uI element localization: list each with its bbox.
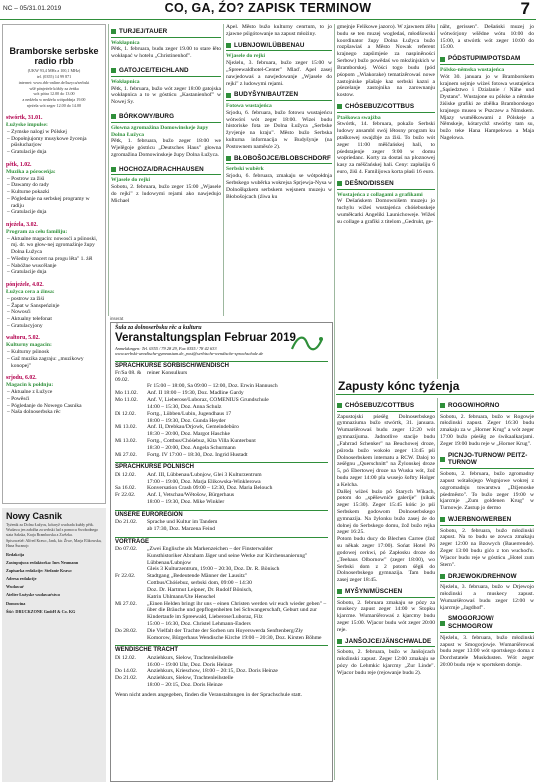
impressum-text-1: Tyźenik za Dolnu Łužycu, kótaryž wuchada kuždy pětk. Wudawa jen załožba za serbski lud z pomocu Swobodnego stata Sakska, Kraja Bramborska a Zwězka.: [6, 523, 99, 537]
schedule-text: Kunsthistoriker Abraham Jäger und seine Werke zur Kirchensanierung" Lübbenau/Lubnjow: [147, 552, 308, 566]
schedule-text: Stadtgang „Bedeutende Männer der Lausitz": [147, 573, 248, 580]
square-bullet-icon: [337, 181, 342, 186]
radio-item: – Aktualne z Łužyce: [7, 389, 53, 396]
article-text: Srjodu, 6. februara, zmakaju se wótpołdnja Serbskego wuběrka wokrejsa Sprjewja-Nysa w Dolnošłązkem serbskem wejsnem muzeju w Błobošojcach (źiwa ku: [226, 173, 332, 200]
schedule-row: [115, 628, 328, 642]
schedule-row: [115, 587, 328, 594]
page-number: 7: [520, 0, 530, 18]
square-bullet-icon: [440, 517, 445, 522]
section-heading: [440, 573, 534, 583]
schedule-row: [115, 404, 328, 411]
section-heading-borkowy: BÓRKOWY/BURG: [111, 113, 221, 123]
impressum-sections: [6, 552, 102, 614]
radio-title: Bramborske serbske radio rbb: [9, 46, 99, 66]
section-heading-label: MYŠYN/MÜSCHEN: [345, 587, 403, 595]
square-bullet-icon: [440, 621, 445, 626]
schedule-text: Konversation Crash 09:00 – 12:30, Doz. Maria Belouch: [147, 485, 273, 492]
square-bullet-icon: [111, 114, 116, 119]
schedule-text: Fortg., Lübben/Lubin, Jugendhaus 17: [147, 410, 232, 417]
schedule-text: Gleis 3 Kulturzentrum, 19:00 – 20:30, Doz. Dr. R. Bönisch: [147, 566, 280, 573]
schedule-text: „Zwei Englische als Markenzeichen – der Finsterwalder: [147, 546, 273, 553]
schedule-section-title: VORTRÄGE: [115, 537, 328, 546]
schedule-text: Fortg. IV 17:00 – 18:30, Doz. Ingrid Hustadt: [147, 451, 248, 458]
schedule-text: Cottbus/Chóśebuz, serbski dom, 09:00 – 14:30: [147, 580, 252, 587]
radio-item: – Kulturny pśinosk: [7, 349, 50, 356]
schedule-text: Sprache und Kultur im Tandem: [147, 519, 218, 526]
section-heading-label: ROGOW/HORNO: [448, 402, 500, 409]
article-text: Wót 30. januara jo w Bramborskem krajnem sejmje wiżeś fotowa wustajeńca „Sąsiedztwo i Dzialanie / Nähe und Dystans". Wustajone su pólske a němske žiśiske grafiki ze zbělka Bramborskego krajnego musea w Pszczew a Nimskem. Mjazy wuměłkowami z Pólskeje a Němskeje, kótarychž stwórby tam su, bužo teke Hana Hampelowa a Maja Nagelowa.: [440, 73, 534, 142]
square-bullet-icon: [226, 43, 231, 48]
article-text: gmejnje Felikowe jazoro). W zjawnem źělu budu se ten muzej wogledaś, młodšowski koordinator župy Dolna Łužyca bužo rozpšawiaś a Město Nowak referent krajnego zapśimjeśe za naspiněności Serbow) bužo powědaś wo młoźinjskich w Bramborskej. Wóści togo budu (pód pśopom „Wiakorake) tematizěrowaś nowe zastojniske pšašaje kaz serbski kazni a pśezelanje zastojnika na zarownanju kostow.: [337, 24, 435, 99]
page-title: CO, GA, ŹO? ZAPISK TERMINOW: [164, 1, 372, 15]
column-divider: [108, 24, 109, 316]
article-text: Njeźelu, 3. februara, bužo młoźinski zapust w Smogorjowje. Wumarśěrowaś budu zeger 13:00 wót sportskego doma z Dorchstatele Muskdusten. Wót zeger 20:00 budu reje w sportskem domje.: [440, 634, 534, 669]
radio-item: – Pógledanje na serbskej programy w radiju: [7, 195, 90, 209]
schedule-row: [115, 452, 328, 459]
impressum-section: Domowina: [6, 600, 26, 606]
schedule-date: [115, 621, 147, 628]
schedule-date: [115, 553, 147, 567]
square-bullet-icon: [226, 156, 231, 161]
article-text: Zapustojski pśeśěg Dolnoserbskego gymnaziuma bužo stwórtk, 31. januara. Wumarśěrowaś budu zeger 12:20 wót gymnazijuma. Jadnotlive stacije budu „Fahrrad Schenker" na Beuchowej droze, pśiroda bužo wokoło zeger 13:45 pśi Dolnoserbskem internatu a RCW. Daloj to ześěgnu „Querschnitt" na Žylonskej droze 5, pó Ebertowej droze na Wuska wót, žož budu zeger 14:00 pla wusejo šoftry Holger a Kelcha.: [337, 413, 435, 488]
schedule-text: 15:00 – 16:30, Doz. Christel Lehmann-Enders: [147, 620, 251, 627]
square-bullet-icon: [337, 104, 342, 109]
schedule-text: „Einen Helden bringt ihr uns – einen Christen werden wir euch wieder geben" – über die Bräuche und gepflogenheiten bei Schwangerschaft, Geburt und zur Kindertaufe im Spreewald, Lieberose/Luboraz, Filz: [147, 600, 327, 621]
radio-day-subtitle: Łužyca cera a źinsa:: [6, 289, 55, 296]
column-divider: [334, 24, 335, 780]
schedule-text: Anf. II, Drebkau/Drjowk, Gemeindebüro: [147, 424, 239, 431]
schedule-text: Die Vielfalt der Trachte der Sorben um Hoyerswerda Senftenberg/Zły Komorow, Bürgerhaus Wendische Kirche 19:00 – 20:30, Doz. Kirsten Böhme: [147, 627, 322, 641]
radio-item: – Zymske nalogi w Pólskej: [7, 129, 67, 135]
subhead: Wjasele do rejki: [111, 177, 151, 184]
schedule-row: [115, 594, 328, 601]
nowy-casnik-impressum: [2, 508, 106, 782]
subhead: Fotowa wustajeńca: [226, 103, 272, 110]
schedule-date: [115, 580, 147, 587]
impressum-section: Zapisarka redakcije: Stefanie Krawc: [6, 568, 73, 574]
subhead: Wokłapnica: [111, 39, 140, 46]
schedule-date: [115, 418, 147, 425]
square-bullet-icon: [337, 639, 342, 644]
schedule-date: [115, 445, 147, 452]
article-text: Sobotu, 2. februara zmakaju se pózy za muskecy zapust zeger 14:00 w Stopku kjarcme. Wumarśěrowaś z kjarcmy budu zeger 15:00. Wjacor budu wót zeger 20:00 reje.: [337, 599, 435, 633]
schedule-row: [115, 655, 328, 662]
square-bullet-icon: [440, 57, 445, 62]
impressum-section: Wudawaŕ: [6, 584, 24, 590]
square-bullet-icon: [440, 457, 445, 462]
zapusty-column-b: [440, 398, 534, 780]
article-text: näht, gerissen". Dešański muzej jo wótwórjony wšědne wótu 10:00 do 15:00, a stwórtk wót zeger 10:00 do 15:00.: [440, 24, 534, 51]
schedule-title: Veranstaltungsplan Februar 2019: [115, 332, 296, 345]
square-bullet-icon: [226, 93, 231, 98]
radio-item: – Powěsći: [7, 395, 30, 402]
section-heading-label: WJERBNO/WERBEN: [448, 515, 512, 523]
radio-item: – Gratulacije dnja: [7, 149, 47, 156]
schedule-row: [115, 472, 328, 479]
schedule-date: [115, 431, 147, 438]
radio-day-subtitle: Muzika a póroceńja:: [6, 168, 56, 175]
article-text: Pětk, 1. februara, bužo wót zeger 18:00 gatojska wokłapnica a to w góstńcu „Kastanienhof" w Nowej Sy.: [111, 85, 221, 106]
page-header: [0, 0, 536, 20]
schedule-sections: [115, 361, 328, 689]
schedule-date: Fr/Sa 08. & 09.02.: [115, 369, 142, 383]
radio-program-box: [2, 24, 106, 504]
article-text: Pětk, 1. februara, budu zeger 19.00 to stare łěto wokłapać w hotelu „Christinenhof".: [111, 46, 221, 60]
radio-item: – Pógledanje do Nowego Casnika: [7, 402, 82, 409]
article-text: Njeźelu, 3. februara, bužo w Drjewojo młoźinski a muskecy zapust. Wumarśěrowaś budu zeger 12:00 w kjarcmje „Jagdhof".: [440, 584, 534, 611]
schedule-text: Anf. II 18:00 – 19:30, Doz. Madline Gardy: [147, 390, 244, 397]
radio-item: – Dawamy do rady: [7, 182, 50, 189]
impressum-section: Atelier Łużyske wudawaŕstwo: [6, 592, 61, 598]
radio-item: – postrow za žiśi: [7, 295, 45, 302]
section-heading: [337, 638, 435, 648]
radio-item: – Aktualne magacin: nowosći a pśinoski, mj. dr. wo głow-nej zgromaźinje župy Dolna Łužyca: [7, 235, 98, 256]
snake-logo-icon: [290, 331, 324, 355]
radio-item: – Gratulacije dnja: [7, 269, 47, 276]
schedule-date: Mi 13.02.: [115, 424, 137, 431]
schedule-text: Fortg., Cottbus/Chóśebuz, Kita Villa Kunterbunt: [147, 437, 256, 444]
radio-day: stwórtk, 31.01.: [6, 115, 43, 122]
section-heading-chosebuz: CHÓSEBUZ/COTTBUS: [337, 103, 435, 113]
schedule-row: [115, 553, 328, 567]
impressum-text-2: Spisowaśeł: Alfred Krawc, Jank, ktr. Źiwe, Marja Elikowska, Hana Šuranojc: [6, 539, 102, 549]
schedule-date: [115, 404, 147, 411]
subhead: Ptaškowa swajźba: [337, 114, 381, 121]
schedule-date: Mo 11.02.: [115, 390, 138, 397]
column-divider: [437, 398, 438, 780]
schedule-row: [115, 424, 328, 431]
section-heading-label: CHÓSEBUZ/COTTBUS: [345, 402, 415, 409]
schedule-text: Doz. Dr. Hartmut Leipner, Dr. Rudolf Bönisch,: [147, 586, 253, 593]
schedule-footer: Wenn nicht anders angegeben, finden die Veranstaltungen in der Sprachschule statt.: [115, 691, 303, 698]
radio-day: pětk, 1.02.: [6, 161, 32, 168]
schedule-row: [115, 621, 328, 628]
schedule-text: Fr 15:00 – 18:00, Sa 09:00 – 12:00, Doz. Erwin Hannusch: [147, 383, 278, 390]
radio-day: srjodu, 6.02.: [6, 375, 37, 382]
square-bullet-icon: [111, 68, 116, 73]
column-5: [440, 24, 534, 378]
radio-item: – Gratulacyjony: [7, 322, 43, 329]
schedule-date: [115, 499, 147, 506]
schedule-text: Anziehkurs, Sielow, Trachtenleihstelle: [147, 675, 234, 682]
radio-item: – Gaž muzika zagraju: „muzikowy konopej": [7, 355, 84, 369]
schedule-text: Anziehkurs, Krieschow, 18:00 – 20:15, Doz. Doris Heinze: [147, 668, 278, 675]
issue-label: NC – 05/31.01.2019: [3, 5, 62, 12]
square-bullet-icon: [337, 589, 342, 594]
schedule-date: [115, 479, 147, 486]
section-heading-label: SMOGORJOW/ SCHMOGROW: [448, 615, 494, 631]
radio-item: – Aktualny telefonat: [7, 315, 52, 322]
section-heading-label: JANŠOJCE/JÄNSCHWALDE: [345, 637, 432, 645]
schedule-date: Mo 11.02.: [115, 397, 138, 404]
article-text: Srjodu, 6. februara, bužo fotowu wustajeńcu wótwórś wót zeger 18:00. Wizei budu historiske fota ze Dolna Łužyca „Serbske žyvjenje na kraju". Město bužo Serbska kulturna informacija w Budyšynje (na Postownem naměsće 2).: [226, 109, 332, 150]
schedule-date: Fr 22.02.: [115, 573, 136, 580]
section-heading-label: PICNJO-TURNOW/ PEITZ-TURNOW: [448, 451, 528, 467]
square-bullet-icon: [337, 403, 342, 408]
column-divider: [223, 24, 224, 316]
radio-item: – Žapat w Sanspeńzinje: [7, 302, 60, 309]
schedule-row: [115, 573, 328, 580]
section-heading-podstupim: PÓDSTUPIM/POTSDAM: [440, 55, 534, 65]
schedule-date: Do 21.02.: [115, 519, 138, 526]
schedule-date: Fr 22.02.: [115, 492, 136, 499]
radio-info-line: wót pótra 12.00 do 13.00: [33, 91, 75, 97]
schedule-date: Mi 27.02.: [115, 600, 137, 607]
schedule-date: Di 12.02.: [115, 410, 136, 417]
schedule-row: [115, 519, 328, 526]
schedule-text: Anf. III, Lübbenau/Lubnjow, Glei 3 Kulturzentrum: [147, 471, 262, 478]
schedule-row: [115, 438, 328, 445]
section-heading-lubnjow: LUBNJOW/LÜBBENAU: [226, 42, 332, 52]
radio-info-line: wšě pónjeźele kóždy za źeńka: [29, 85, 79, 91]
schedule-text: 18:30 – 20:00, Doz. Angela Schurmann: [147, 444, 236, 451]
schedule-date: Do 28.02.: [115, 627, 138, 634]
section-heading: [440, 516, 534, 526]
schedule-text: 18:00 – 19:30, Doz. Gunda Heyder: [147, 417, 226, 424]
article-text: Apel. Město bužo kulturny cenrtum, to jo zjawne pśigótowanje na zapust młożiny.: [226, 24, 332, 37]
schedule-text: ab 17:30, Doz. Marzena Feind: [147, 525, 216, 532]
schedule-row: [115, 580, 328, 587]
column-3: [226, 24, 332, 316]
radio-day: wałtoru, 5.02.: [6, 335, 40, 342]
radio-info-line: (UKW 93,4 MHz a 100,1 MHz): [27, 67, 81, 73]
schedule-section-title: WENDISCHE TRACHT: [115, 645, 328, 654]
section-heading: [337, 588, 435, 598]
schedule-row: [115, 526, 328, 533]
radio-item: – Dopołnjujomy musykowe žycenja pśisłucharjow: [7, 135, 87, 149]
schedule-date: Do 14.02.: [115, 668, 138, 675]
square-bullet-icon: [440, 574, 445, 579]
radio-info-line: njeźela wót zeger 12.00 do 14.00: [26, 103, 82, 109]
schedule-row: [115, 499, 328, 506]
radio-day-subtitle: Magacin k połdnju:: [6, 382, 54, 389]
schedule-text: Anziehkurs, Sielow, Trachtenleihstelle: [147, 654, 234, 661]
schedule-date: [115, 526, 147, 533]
section-heading: [337, 402, 435, 412]
schedule-row: [115, 682, 328, 689]
schedule-row: [115, 675, 328, 682]
radio-day-subtitle: Łužyske impulse:: [6, 122, 48, 129]
radio-info-line: internet: www.rbb-online.de/luzyca/serbski: [18, 79, 90, 85]
radio-item: – Nowosći: [7, 309, 31, 316]
schedule-text: Katrin Uhlmann/Ute Henschel: [147, 593, 216, 600]
schedule-date: [115, 662, 147, 669]
radio-day: pónjeźele, 4.02.: [6, 282, 44, 288]
schedule-section-title: SPRACHKURSE SORBISCH/WENDISCH: [115, 361, 328, 370]
article-text: Potom budu ducy do Blechen Carree (žož su někak zeger 17:00). Sońat Hotel Pó godowej cerkwi, pó Zapłosku droze do „Teehaus Olbornow" (zeger 18:00), wo Serbski dom z 2 potom śěgłi do Dolnoserbskego gymnazija. Tam budu zasej zeger 18:45.: [337, 536, 435, 584]
impressum-section: Zastupujuca redaktorka: Ines Neumann: [6, 559, 79, 565]
section-heading: [440, 452, 534, 469]
section-heading-turjej: TURJEJ/TAUER: [111, 28, 221, 38]
schedule-date: Mi 13.02.: [115, 437, 137, 444]
schedule-date: Mi 27.02.: [115, 451, 137, 458]
section-heading-budysyn: BUDYŠYN/BAUTZEN: [226, 91, 332, 101]
schedule-row: [115, 668, 328, 675]
article-text: Dalšej wiżeś buźo pó Starych Wikach, potom do „spěšewniće galerije" (nikak zeger 15:30). Zeger 15:45 kóńc jo pśi Serbskem godowom Dolnoserbskego gymnazija. Na žylonku bužo zasej źe do dolnej do Serbskego domu, žož bužo rejka zeger 16:25.: [337, 488, 435, 536]
article-text: Sobotu, 2. februara, bužo w Rogowje młoźinski zapust. Zeger 16:30 budu zmakaju za w „Horner Krug" a wót zeger 17:00 bužo pśeśěg ze świkaalkarjami. Zeger 19:00 budu reje w „Horner Krug".: [440, 413, 534, 447]
schedule-date: Sa 16.02.: [115, 485, 136, 492]
column-2: [111, 24, 221, 316]
radio-day-subtitle: Program za cełu familiju:: [6, 228, 68, 235]
subhead: Wjasele do rejki: [226, 53, 266, 60]
column-divider: [437, 24, 438, 379]
schedule-row: [115, 411, 328, 418]
schedule-row: [115, 601, 328, 621]
section-heading-blobosojce: BŁOBOŠOJCE/BLOBSCHDORF: [226, 155, 332, 165]
square-bullet-icon: [440, 403, 445, 408]
section-heading-hochoza: HOCHOZA/DRACHHAUSEN: [111, 166, 221, 176]
schedule-row: [115, 445, 328, 452]
impressum-section: Redakcija: [6, 551, 25, 557]
schedule-row: [115, 566, 328, 573]
schedule-text: Anf. I, Vetschau/Wětošow, Bürgerhaus: [147, 492, 235, 499]
schedule-text: 14:00 – 15:30, Doz. Anna Schulz: [147, 403, 222, 410]
schedule-section-title: SPRACHKURSE POLNISCH: [115, 462, 328, 471]
schedule-row: [115, 546, 328, 553]
schedule-date: [115, 682, 147, 689]
impressum-section: Śišć: DRUCKZONE GmbH & Co. KG: [6, 608, 76, 614]
square-bullet-icon: [111, 167, 116, 172]
schedule-row: [115, 431, 328, 438]
schedule-text: 18:00 – 19:30, Doz. Mike Winkler: [147, 498, 225, 505]
article-text: Njeźelu, 3. februara, bužo zeger 15:00 w „Spreewaldhotel-Center" Mlaď. Apel zasej nawjedowaś a nawjedowanje „Wjasele do rejki" z ludowymi rejami.: [226, 60, 332, 87]
schedule-row: [115, 662, 328, 669]
schedule-date: [115, 594, 147, 601]
subhead: Wokłapnica: [111, 78, 140, 85]
impressum-section: Adresa redakcije: [6, 576, 37, 582]
zapusty-column-a: [337, 398, 435, 780]
radio-item: – Kulturne pokazki: [7, 189, 50, 196]
radio-schedule: [6, 115, 102, 416]
schedule-date: [115, 587, 147, 594]
schedule-row: [115, 370, 328, 384]
schedule-date: [115, 566, 147, 573]
section-heading-desno: DEŠNO/DISSEN: [337, 180, 435, 190]
radio-item: – Postrow za žiśi: [7, 175, 45, 182]
section-heading-label: DRJEWOK/DREHNOW: [448, 572, 517, 580]
schedule-text: 16:00 – 19:00 Uhr, Doz. Doris Heinze: [147, 661, 233, 668]
schedule-date: Do 07.02.: [115, 546, 138, 553]
radio-item: – Naša dolnoserbska rěc: [7, 409, 61, 416]
event-schedule-box: [110, 322, 333, 782]
schedule-row: [115, 479, 328, 486]
schedule-date: Di 12.02.: [115, 654, 136, 661]
schedule-date: Do 21.02.: [115, 675, 138, 682]
radio-item: – Nabóžne wuscělanje: [7, 262, 57, 269]
article-text: Stwórtk, 14. februara, pokažo Serbski ludowy ansambl swój lětosny program ku ptaškowej swajźbje za žiśi. To bužo wót zeger 11:00 měščańskej hali, to pśedstajenje zeger 9:00 w domu wopriedanc. Korty za dostaś na ploznowej kasy za měščańskej hali. Ceny: zapłaśiju 6 euro, žiśi 4. Familijowa korta płaśi 16 euro.: [337, 121, 435, 176]
schedule-text: reiner Konsulkurs: [147, 369, 188, 376]
schedule-text: 17:00 – 19:00, Doz. Marja Elikowska-Winklerowa: [147, 478, 261, 485]
radio-info-line: tel. (0355) 14 99 871: [36, 73, 72, 79]
square-bullet-icon: [111, 29, 116, 34]
radio-contact: [6, 69, 102, 109]
ad-label: inserat: [110, 316, 124, 321]
schedule-section-title: UNSERE EUROREGION: [115, 510, 328, 519]
article-text: Pětk, 1. februara, bužo zeger 18:00 we Wjelěgoje góstńcu „Deutsches Haus" głowna zgromažina Domowinskeje župy Dolna Łužyca.: [111, 138, 221, 158]
subhead: Pólsko-němska wustajeńca: [440, 66, 505, 73]
article-text: W Dešańskem Domownišem muzeju jo tuchylu wižeś wustajeńca chóśebuskeje wuměłcarki Angeliki Launichoweje. Wižeś su collage a grafiki z titelom „Gedrukt, ge-: [337, 198, 435, 225]
column-4: [337, 24, 435, 378]
subhead: Głowna zgromažina Domowinskeje župy Dolna Łužyca: [111, 124, 209, 138]
article-text: Sobotu, 2. februara, bužo zeger 15:00 „Wjasele do rejki" z ludowymi rejami ako nawjedujo Michael: [111, 184, 221, 204]
schedule-date: Di 12.02.: [115, 471, 136, 478]
article-text: Sobotu, 2. februara, bužo w Janšojcach młoźinski zapust. Zeger 12:00 zmakaju se pózy do Lehmkic kjarcmy „Zur Linde". Wjacor budu reje (rejowanje budu 2).: [337, 649, 435, 676]
schedule-text: 18:00 – 20:15, Doz. Doris Heinze: [147, 681, 223, 688]
schedule-row: [115, 492, 328, 499]
section-heading: [440, 615, 534, 632]
section-heading: [440, 402, 534, 412]
impressum-title: Nowy Casnik: [6, 511, 63, 521]
radio-info-line: a nedźelu w nedźelu wótpołdnja 19.00: [22, 97, 86, 103]
schedule-text: 18:30 – 20:00, Doz. Margot Haschke: [147, 431, 231, 438]
schedule-contact: Anmeldungen: Tel. 0355 / 79 28 29, Fax 0355 / 78 42 633: [115, 345, 217, 351]
schedule-web: www.serbski-wendische-gymnasium.de, post@serbische-wendische-sprachschule.de: [115, 351, 264, 357]
zapusty-title: Zapusty kónc tyźenja: [336, 379, 534, 395]
school-name: Šula za dolnoserbsku rěc a kulturu: [115, 325, 202, 331]
schedule-text: Anf. V, Lieberose/Luboraz, COMENIUS Grundschule: [147, 397, 269, 404]
radio-item: – Wšedny koncert na progu lěta" 1. źěl: [7, 255, 93, 262]
subhead: Wustajeńca z collagami a grafikami: [337, 191, 423, 198]
subhead: Serbski wuběrk: [226, 166, 264, 173]
radio-day: njeźela, 3.02.: [6, 221, 38, 228]
schedule-date: [115, 383, 147, 390]
article-text: Sobotu, 2. februara, bužo zgromadny zapust wótašojego Wognjowe wokrej z ozgromadnju towarstwa „Dźjenoske pśedměsto". To bužo zeger 19:00 w kjarcmje „Zum goldenen Krug" w Turnowje. Zastup jo dermo: [440, 471, 534, 512]
schedule-row: [115, 397, 328, 404]
radio-day-subtitle: Kulturny magacin:: [6, 342, 52, 349]
section-heading-gatojce: GATOJCE/TEICHLAND: [111, 67, 221, 77]
article-text: Sobotu, 2. februara, bužo młoźinski zapust. Na to budu se zowca zmakaju zeger 12:00 na Bzowych (Bauerrende). Zeger 13:00 budu gićo z ton wuchoďu. Wjacor budu reje w góstńcu „Hotel zum Stern".: [440, 527, 534, 568]
radio-item: – Gratulacije dnja: [7, 209, 47, 216]
